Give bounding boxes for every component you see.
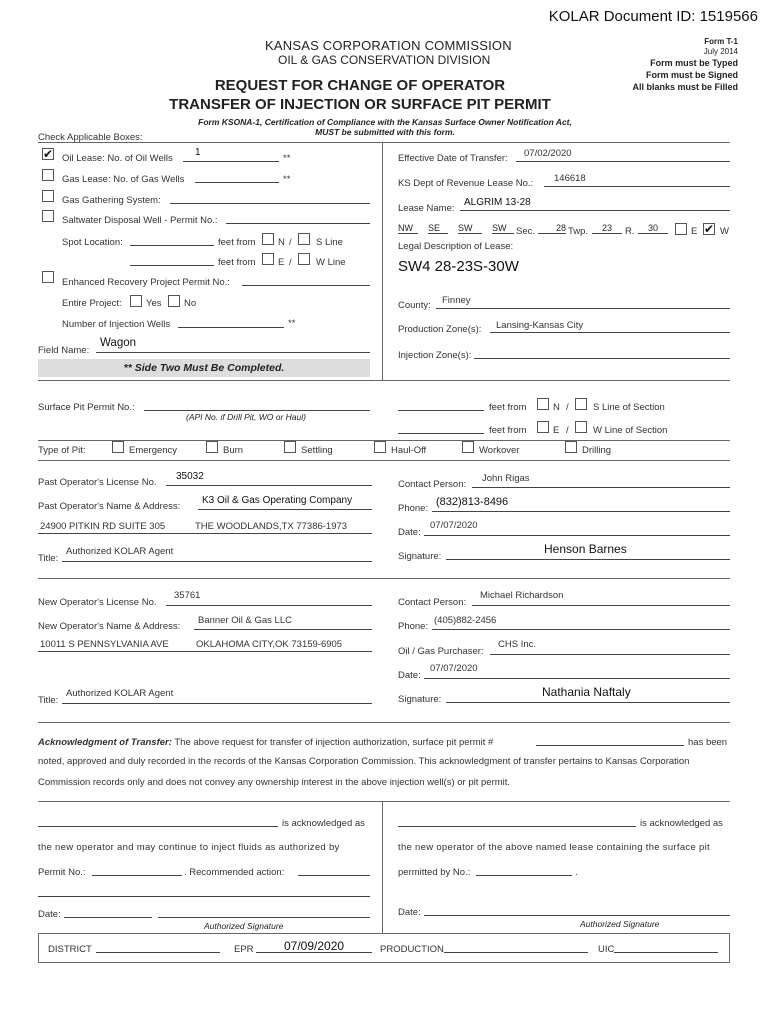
pit-s-label: S Line of Section bbox=[593, 402, 665, 413]
range-label: R. bbox=[625, 226, 635, 237]
production-zone-label: Production Zone(s): bbox=[398, 324, 482, 335]
right-authorized-signature: Authorized Signature bbox=[580, 919, 660, 929]
pit-drilling-label: Drilling bbox=[582, 445, 612, 456]
entire-project-label: Entire Project: bbox=[62, 298, 122, 309]
requirement-typed: Form must be Typed bbox=[650, 58, 738, 68]
entire-no-label: No bbox=[184, 298, 197, 309]
ack-text-line1: The above request for transfer of injection authorization, surface pit permit # bbox=[174, 737, 494, 748]
oil-wells-value[interactable]: 1 bbox=[195, 147, 201, 158]
past-license-value[interactable]: 35032 bbox=[176, 471, 204, 482]
past-contact-label: Contact Person: bbox=[398, 479, 467, 490]
past-license-label: Past Operator's License No. bbox=[38, 477, 157, 488]
left-new-operator-text: the new operator and may continue to inject fluids as authorized by bbox=[38, 842, 340, 853]
twp-label: Twp. bbox=[568, 226, 589, 237]
new-signature-value[interactable]: Nathania Naftaly bbox=[542, 685, 631, 699]
district-label: DISTRICT bbox=[48, 944, 92, 955]
form-title-line2: TRANSFER OF INJECTION OR SURFACE PIT PERMIT bbox=[169, 96, 551, 113]
requirement-signed: Form must be Signed bbox=[645, 70, 738, 80]
pit-emergency-label: Emergency bbox=[129, 445, 178, 456]
pit-n-checkbox[interactable] bbox=[537, 398, 549, 410]
past-address-line1[interactable]: 24900 PITKIN RD SUITE 305 bbox=[40, 521, 166, 532]
new-title-label: Title: bbox=[38, 695, 59, 706]
pit-w-label: W Line of Section bbox=[593, 425, 668, 436]
range-e-checkbox[interactable] bbox=[675, 223, 687, 235]
ksdor-lease-label: KS Dept of Revenue Lease No.: bbox=[398, 178, 534, 189]
spot-w-label: W Line bbox=[316, 257, 346, 268]
past-signature-label: Signature: bbox=[398, 551, 442, 562]
lease-name-value[interactable]: ALGRIM 13-28 bbox=[464, 197, 531, 208]
county-label: County: bbox=[398, 300, 431, 311]
range-w-label: W bbox=[720, 226, 729, 237]
ack-heading: Acknowledgment of Transfer: bbox=[38, 737, 172, 748]
spot-feet-from-ns: feet from bbox=[218, 237, 256, 248]
pit-workover-label: Workover bbox=[479, 445, 520, 456]
range-w-checkbox[interactable]: ✔ bbox=[704, 222, 715, 236]
gas-wells-note: ** bbox=[283, 174, 291, 185]
pit-feet-from-ns: feet from bbox=[489, 402, 527, 413]
new-address-line1[interactable]: 10011 S PENNSYLVANIA AVE bbox=[40, 639, 169, 650]
past-phone-value[interactable]: (832)813-8496 bbox=[436, 496, 509, 508]
right-is-acknowledged: is acknowledged as bbox=[640, 818, 723, 829]
recommended-action-label: . Recommended action: bbox=[184, 867, 285, 878]
division-name: OIL & GAS CONSERVATION DIVISION bbox=[278, 53, 491, 67]
production-zone-value[interactable]: Lansing-Kansas City bbox=[496, 320, 584, 331]
pit-n-label: N bbox=[553, 402, 560, 413]
past-phone-label: Phone: bbox=[398, 503, 429, 514]
pit-s-checkbox[interactable] bbox=[575, 398, 587, 410]
injection-wells-label: Number of Injection Wells bbox=[62, 319, 171, 330]
api-note: (API No. if Drill Pit, WO or Haul) bbox=[186, 412, 306, 422]
ksdor-lease-value[interactable]: 146618 bbox=[554, 173, 586, 184]
gas-gathering-checkbox[interactable] bbox=[42, 190, 54, 202]
new-name-value[interactable]: Banner Oil & Gas LLC bbox=[198, 615, 292, 626]
spot-location-label: Spot Location: bbox=[62, 237, 123, 248]
past-address-line2[interactable]: THE WOODLANDS,TX 77386-1973 bbox=[195, 521, 348, 532]
new-address-line2[interactable]: OKLAHOMA CITY,OK 73159-6905 bbox=[196, 639, 343, 650]
pit-w-checkbox[interactable] bbox=[575, 421, 587, 433]
pit-drilling-checkbox[interactable] bbox=[565, 441, 577, 453]
permitted-by-dot: . bbox=[575, 867, 578, 878]
spot-s-checkbox[interactable] bbox=[298, 233, 310, 245]
quarter-4[interactable]: SW bbox=[492, 223, 514, 234]
purchaser-value[interactable]: CHS Inc. bbox=[498, 639, 537, 650]
county-value[interactable]: Finney bbox=[442, 295, 471, 306]
spot-w-checkbox[interactable] bbox=[298, 253, 310, 265]
pit-feet-from-ew: feet from bbox=[489, 425, 527, 436]
enhanced-recovery-label: Enhanced Recovery Project Permit No.: bbox=[62, 277, 230, 288]
ksona-note-line1: Form KSONA-1, Certification of Compliance with the Kansas Surface Owner Notification Act, bbox=[198, 117, 572, 127]
new-title-value[interactable]: Authorized KOLAR Agent bbox=[66, 688, 174, 699]
oil-lease-label: Oil Lease: No. of Oil Wells bbox=[62, 153, 173, 164]
injection-zone-label: Injection Zone(s): bbox=[398, 350, 472, 361]
entire-yes-label: Yes bbox=[146, 298, 162, 309]
epr-value[interactable]: 07/09/2020 bbox=[284, 939, 345, 953]
new-name-label: New Operator's Name & Address: bbox=[38, 621, 181, 632]
spot-e-label: E bbox=[278, 257, 285, 268]
new-license-value[interactable]: 35761 bbox=[174, 590, 201, 601]
field-name-value[interactable]: Wagon bbox=[100, 337, 137, 349]
new-contact-value[interactable]: Michael Richardson bbox=[480, 590, 564, 601]
pit-haul-off-checkbox[interactable] bbox=[374, 441, 386, 453]
quarter-3[interactable]: SW bbox=[458, 223, 482, 234]
past-date-label: Date: bbox=[398, 527, 421, 538]
form-title-line1: REQUEST FOR CHANGE OF OPERATOR bbox=[214, 77, 506, 94]
new-phone-value[interactable]: (405)882-2456 bbox=[434, 615, 497, 626]
surface-pit-permit-label: Surface Pit Permit No.: bbox=[38, 402, 135, 413]
quarter-2[interactable]: SE bbox=[428, 223, 448, 234]
sec-value[interactable]: 28 bbox=[538, 223, 566, 234]
oil-lease-checkbox[interactable]: ✔ bbox=[43, 147, 54, 161]
new-contact-label: Contact Person: bbox=[398, 597, 467, 608]
spot-e-checkbox[interactable] bbox=[262, 253, 274, 265]
requirement-filled: All blanks must be Filled bbox=[632, 82, 738, 92]
pit-emergency-checkbox[interactable] bbox=[112, 441, 124, 453]
past-signature-value[interactable]: Henson Barnes bbox=[544, 542, 627, 556]
swd-label: Saltwater Disposal Well - Permit No.: bbox=[62, 215, 218, 226]
right-new-operator-text: the new operator of the above named lease containing the surface pit bbox=[398, 842, 710, 853]
document-id: KOLAR Document ID: 1519566 bbox=[548, 8, 758, 25]
left-authorized-signature: Authorized Signature bbox=[204, 921, 284, 931]
production-label: PRODUCTION bbox=[380, 944, 444, 955]
gas-lease-checkbox[interactable] bbox=[42, 169, 54, 181]
past-name-label: Past Operator's Name & Address: bbox=[38, 501, 181, 512]
swd-checkbox[interactable] bbox=[42, 210, 54, 222]
new-date-label: Date: bbox=[398, 670, 421, 681]
epr-label: EPR bbox=[234, 944, 254, 955]
new-date-value[interactable]: 07/07/2020 bbox=[430, 663, 478, 674]
pit-burn-checkbox[interactable] bbox=[206, 441, 218, 453]
left-permit-no-label: Permit No.: bbox=[38, 867, 86, 878]
spot-feet-from-ew: feet from bbox=[218, 257, 256, 268]
past-title-label: Title: bbox=[38, 553, 59, 564]
new-phone-label: Phone: bbox=[398, 621, 429, 632]
ack-text-line3: Commission records only and does not convey any ownership interest in the above injection well(s) or pit permit. bbox=[38, 777, 511, 788]
effective-date-value[interactable]: 07/02/2020 bbox=[524, 148, 572, 159]
range-e-label: E bbox=[691, 226, 698, 237]
pit-workover-checkbox[interactable] bbox=[462, 441, 474, 453]
purchaser-label: Oil / Gas Purchaser: bbox=[398, 646, 484, 657]
left-date-label: Date: bbox=[38, 909, 61, 920]
agency-name: KANSAS CORPORATION COMMISSION bbox=[265, 38, 512, 53]
past-name-value[interactable]: K3 Oil & Gas Operating Company bbox=[202, 495, 353, 506]
spot-n-checkbox[interactable] bbox=[262, 233, 274, 245]
legal-description-label: Legal Description of Lease: bbox=[398, 241, 514, 252]
pit-settling-checkbox[interactable] bbox=[284, 441, 296, 453]
form-number: Form T-1 bbox=[704, 37, 738, 46]
spot-s-label: S Line bbox=[316, 237, 343, 248]
uic-label: UIC bbox=[598, 944, 615, 955]
check-boxes-label: Check Applicable Boxes: bbox=[38, 132, 143, 143]
injection-wells-note: ** bbox=[288, 318, 296, 329]
effective-date-label: Effective Date of Transfer: bbox=[398, 153, 508, 164]
pit-e-label: E bbox=[553, 425, 560, 436]
pit-type-label: Type of Pit: bbox=[38, 445, 86, 456]
sec-label: Sec. bbox=[516, 226, 536, 237]
field-name-label: Field Name: bbox=[38, 345, 90, 356]
past-contact-value[interactable]: John Rigas bbox=[482, 473, 530, 484]
right-date-label: Date: bbox=[398, 907, 421, 918]
pit-burn-label: Burn bbox=[223, 445, 244, 456]
lease-name-label: Lease Name: bbox=[398, 203, 455, 214]
new-signature-label: Signature: bbox=[398, 694, 442, 705]
new-license-label: New Operator's License No. bbox=[38, 597, 157, 608]
pit-haul-off-label: Haul-Off bbox=[391, 445, 427, 456]
entire-no-checkbox[interactable] bbox=[168, 295, 180, 307]
entire-yes-checkbox[interactable] bbox=[130, 295, 142, 307]
left-is-acknowledged: is acknowledged as bbox=[282, 818, 365, 829]
pit-settling-label: Settling bbox=[301, 445, 333, 456]
twp-value[interactable]: 23 bbox=[592, 223, 622, 234]
oil-wells-note: ** bbox=[283, 153, 291, 164]
ack-text-line2: noted, approved and duly recorded in the records of the Kansas Corporation Commission. This acknowledgment of transfer pertains to Kansas Corporation bbox=[38, 756, 690, 767]
ksona-note-line2: MUST be submitted with this form. bbox=[315, 127, 455, 137]
side-two-notice: ** Side Two Must Be Completed. bbox=[38, 359, 370, 377]
pit-e-checkbox[interactable] bbox=[537, 421, 549, 433]
permitted-by-label: permitted by No.: bbox=[398, 867, 471, 878]
range-value[interactable]: 30 bbox=[638, 223, 668, 234]
enhanced-recovery-checkbox[interactable] bbox=[42, 271, 54, 283]
past-title-value[interactable]: Authorized KOLAR Agent bbox=[66, 546, 174, 557]
gas-lease-label: Gas Lease: No. of Gas Wells bbox=[62, 174, 185, 185]
ack-text-line1-end: has been bbox=[688, 737, 728, 748]
legal-description-value[interactable]: SW4 28-23S-30W bbox=[398, 258, 519, 275]
form-date: July 2014 bbox=[703, 47, 738, 56]
gas-gathering-label: Gas Gathering System: bbox=[62, 195, 161, 206]
spot-n-label: N bbox=[278, 237, 285, 248]
quarter-1[interactable]: NW bbox=[398, 223, 418, 234]
past-date-value[interactable]: 07/07/2020 bbox=[430, 520, 478, 531]
